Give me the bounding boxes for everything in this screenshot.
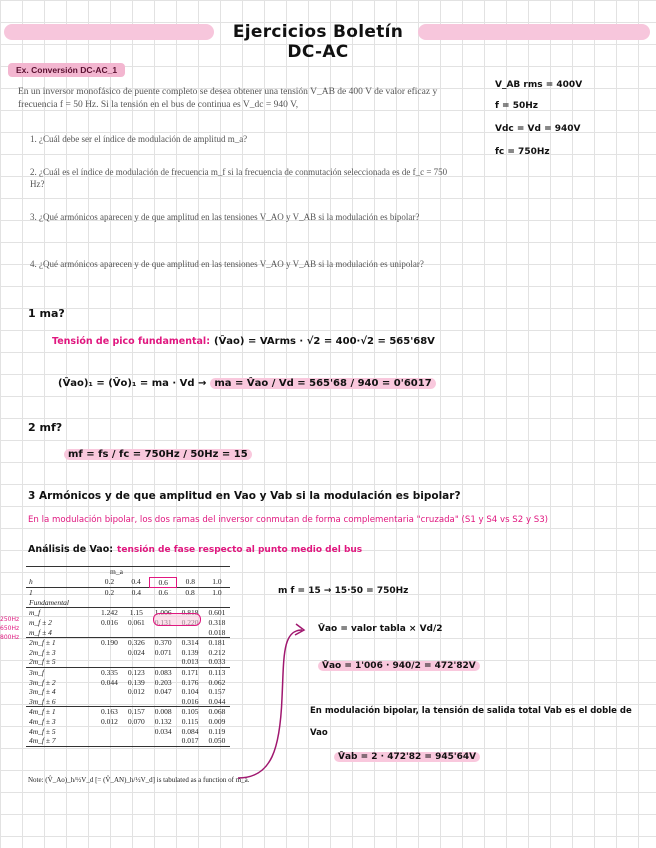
table-cell — [123, 736, 150, 746]
table-cell: 0.318 — [208, 617, 226, 627]
table-cell: 0.024 — [127, 647, 145, 657]
table-cell: 0.123 — [123, 667, 150, 677]
table-row — [26, 678, 230, 688]
table-cell: 0.190 — [96, 638, 123, 648]
analysis-label: Análisis de Vao: — [28, 544, 114, 555]
table-row — [26, 687, 230, 697]
table-cell: 1 — [26, 588, 96, 598]
table-row — [26, 667, 230, 677]
table-fundamental-row — [26, 598, 230, 608]
harmonics-table-wrapper — [26, 566, 230, 747]
table-cell: 0.335 — [96, 667, 123, 677]
arrow-annotation — [232, 618, 312, 788]
table-cell: 0.012 — [101, 716, 118, 726]
table-cell: 4m_f ± 7 — [29, 736, 56, 746]
table-fundamental-label: Fundamental — [29, 597, 69, 607]
table-cell: 0.009 — [208, 716, 226, 726]
vab-calc-line — [334, 746, 480, 764]
fundamental-peak-label: Tensión de pico fundamental: — [52, 336, 210, 347]
table-cell — [96, 657, 123, 667]
table-row — [26, 648, 230, 658]
harmonics-table — [26, 566, 230, 747]
table-cell: 0.171 — [177, 667, 204, 677]
table-cell: m_f — [26, 608, 96, 618]
table-cell: 0.061 — [127, 617, 145, 627]
table-cell: 0.017 — [181, 736, 199, 746]
table-cell: 1.0 — [212, 577, 222, 587]
table-cell: m_f ± 2 — [29, 617, 52, 627]
table-cell: h — [29, 577, 33, 587]
side-pink-1: 250Hz — [0, 616, 20, 623]
table-cell: 0.016 — [101, 617, 118, 627]
table-cell: 0.157 — [123, 707, 150, 717]
table-cell: 3m_f ± 6 — [29, 696, 56, 706]
table-rule-cell — [96, 746, 123, 747]
table-cell — [123, 628, 150, 638]
given-fc: fc = 750Hz — [495, 147, 550, 157]
table-cell: 0.033 — [208, 657, 226, 667]
table-row — [26, 657, 230, 667]
table-cell: 4m_f ± 5 — [29, 726, 56, 736]
title-highlight-right — [418, 24, 650, 40]
table-cell: 0.008 — [150, 707, 177, 717]
table-cell: 0.139 — [181, 647, 199, 657]
table-cell: 0.132 — [154, 716, 172, 726]
table-cell — [150, 697, 177, 707]
page-title: Ejercicios Boletín DC-AC — [232, 22, 404, 62]
table-ma-label: m_a — [96, 567, 230, 578]
table-cell: 0.016 — [181, 696, 199, 706]
mf-result: mf = fs / fc = 750Hz / 50Hz = 15 — [64, 449, 252, 460]
table-cell: 0.068 — [204, 707, 231, 717]
table-cell: 0.314 — [177, 638, 204, 648]
table-rule-cell — [204, 746, 231, 747]
table-cell: 0.203 — [154, 677, 172, 687]
given-vab: V_AB rms = 400V — [495, 80, 583, 90]
table-cell: 2m_f ± 1 — [26, 638, 96, 648]
table-cell: 0.044 — [208, 696, 226, 706]
table-cell: 0.8 — [185, 577, 195, 587]
table-cell: 1.242 — [96, 608, 123, 618]
table-cell: 0.6 — [150, 577, 177, 588]
table-corner — [26, 567, 96, 578]
table-cell: 0.013 — [181, 657, 199, 667]
table-cell: 0.163 — [96, 707, 123, 717]
table-cell — [123, 657, 150, 667]
table-bottom-rule — [26, 746, 230, 747]
table-subheader-row — [26, 588, 230, 598]
section-1-line-1 — [52, 331, 435, 349]
value-highlight — [153, 613, 201, 626]
ma-relation: (V̂ao)₁ = (V̂o)₁ = ma · Vd → — [58, 378, 207, 389]
analysis-note: tensión de fase respecto al punto medio del bus — [117, 545, 363, 555]
ma-result: ma = V̂ao / Vd = 565'68 / 940 = 0'6017 — [210, 378, 435, 389]
mf-note: m f = 15 → 15·50 = 750Hz — [278, 586, 409, 596]
table-cell: 0.050 — [208, 736, 226, 746]
table-cell — [96, 687, 123, 697]
table-cell: 0.6 — [150, 588, 177, 598]
table-cell: 0.181 — [204, 638, 231, 648]
table-cell: 2m_f ± 5 — [29, 657, 56, 667]
table-cell: 1.15 — [123, 608, 150, 618]
table-cell: 0.047 — [154, 687, 172, 697]
table-cell: m_f ± 4 — [29, 627, 52, 637]
side-pink-3: 800Hz — [0, 634, 20, 641]
table-cell: 0.2 — [96, 588, 123, 598]
side-pink-2: 650Hz — [0, 625, 20, 632]
table-cell: 0.2 — [104, 577, 115, 587]
question-4: 4. ¿Qué armónicos aparecen y de que amplitud en las tensiones V_AO y V_AB si la modulación es unipolar? — [30, 259, 424, 269]
table-cell: 3m_f — [26, 667, 96, 677]
table-row — [26, 638, 230, 648]
analysis-line — [28, 539, 362, 557]
table-cell: 0.012 — [127, 687, 145, 697]
table-cell — [96, 628, 123, 638]
vao-calc-line — [318, 655, 480, 673]
table-cell: 0.070 — [127, 716, 145, 726]
table-cell — [123, 727, 150, 737]
table-cell: 0.8 — [177, 588, 204, 598]
table-row — [26, 697, 230, 707]
table-cell — [96, 697, 123, 707]
table-cell: 0.083 — [150, 667, 177, 677]
table-cell — [96, 727, 123, 737]
exercise-statement: En un inversor monofásico de puente completo se desea obtener una tensión V_AB de 400 V de valor eficaz y frecuencia f = 50 Hz. Si la tensión en el bus de continua es V_dc = 940 V, — [18, 87, 438, 110]
table-cell — [150, 736, 177, 746]
table-rule-cell — [177, 746, 204, 747]
section-2-line — [64, 444, 252, 462]
table-cell: 0.044 — [101, 677, 118, 687]
section-1-heading: 1 ma? — [28, 307, 65, 320]
table-cell: 2m_f ± 3 — [29, 647, 56, 657]
table-cell: 0.115 — [181, 716, 199, 726]
table-header-row — [26, 577, 230, 588]
table-ma-row — [26, 567, 230, 578]
exercise-tag: Ex. Conversión DC-AC_1 — [8, 63, 125, 77]
table-row — [26, 727, 230, 737]
table-cell — [96, 648, 123, 658]
vab-calc: V̂ab = 2 · 472'82 = 945'64V — [334, 752, 480, 762]
table-cell — [96, 736, 123, 746]
table-row — [26, 628, 230, 638]
title-highlight-left — [4, 24, 214, 40]
given-vdc: Vdc = Vd = 940V — [495, 124, 581, 134]
table-rule-cell — [123, 746, 150, 747]
given-f: f = 50Hz — [495, 101, 539, 111]
table-cell: 0.139 — [127, 677, 145, 687]
question-3: 3. ¿Qué armónicos aparecen y de que amplitud en las tensiones V_AO y V_AB si la modulación es bipolar? — [30, 212, 420, 222]
question-2: 2. ¿Cuál es el índice de modulación de frecuencia m_f si la frecuencia de conmutación seleccionada es de f_c = 750 Hz? — [30, 167, 448, 189]
table-rule-cell — [150, 746, 177, 747]
vao-table-formula: V̂ao = valor tabla × Vd/2 — [318, 624, 443, 634]
table-cell — [177, 628, 204, 638]
table-cell: 0.104 — [181, 687, 199, 697]
table-cell: 4m_f ± 1 — [26, 707, 96, 717]
table-cell: 0.105 — [177, 707, 204, 717]
question-1: 1. ¿Cuál debe ser el índice de modulación de amplitud m_a? — [30, 134, 248, 144]
table-cell: 0.370 — [150, 638, 177, 648]
table-cell: 3m_f ± 2 — [29, 677, 56, 687]
section-1-line-2 — [58, 373, 436, 391]
table-cell — [150, 628, 177, 638]
table-rule-cell — [26, 746, 96, 747]
bipolar-vab-note: En modulación bipolar, la tensión de salida total Vab es el doble de Vao — [310, 706, 632, 738]
table-cell: 0.157 — [208, 687, 226, 697]
table-cell: 0.062 — [208, 677, 226, 687]
side-pink-frequencies — [0, 615, 22, 642]
section-3-heading: 3 Armónicos y de que amplitud en Vao y Vab si la modulación es bipolar? — [28, 490, 461, 502]
vao-calc: V̂ao = 1'006 · 940/2 = 472'82V — [318, 661, 480, 671]
table-cell: 0.034 — [154, 726, 172, 736]
table-cell: 3m_f ± 4 — [29, 687, 56, 697]
table-row — [26, 736, 230, 746]
table-row — [26, 717, 230, 727]
table-cell: 0.071 — [154, 647, 172, 657]
table-row — [26, 707, 230, 717]
table-cell: 0.212 — [208, 647, 226, 657]
table-cell: 0.601 — [204, 608, 231, 618]
table-cell: 1.0 — [204, 588, 231, 598]
fundamental-peak-formula: (V̂ao) = VArms · √2 = 400·√2 = 565'68V — [214, 336, 435, 347]
table-cell — [123, 697, 150, 707]
table-cell: 0.4 — [123, 588, 150, 598]
table-note: Note: (V̂_Ao)_h/½V_d [= (V̂_AN)_h/½V_d] is tabulated as a function of m_a. — [28, 776, 250, 784]
bipolar-pink-note: En la modulación bipolar, los dos ramas del inversor conmutan de forma complementaria "cruzada" (S1 y S4 vs S2 y S3) — [28, 515, 549, 525]
section-2-heading: 2 mf? — [28, 421, 63, 434]
table-cell: 0.4 — [131, 577, 141, 587]
table-cell: 4m_f ± 3 — [29, 716, 56, 726]
table-cell: 0.176 — [181, 677, 199, 687]
table-cell — [150, 657, 177, 667]
table-cell: 0.326 — [123, 638, 150, 648]
table-cell: 0.018 — [208, 627, 226, 637]
table-cell: 0.119 — [208, 726, 226, 736]
table-cell: 0.113 — [204, 667, 231, 677]
table-cell: 0.084 — [181, 726, 199, 736]
